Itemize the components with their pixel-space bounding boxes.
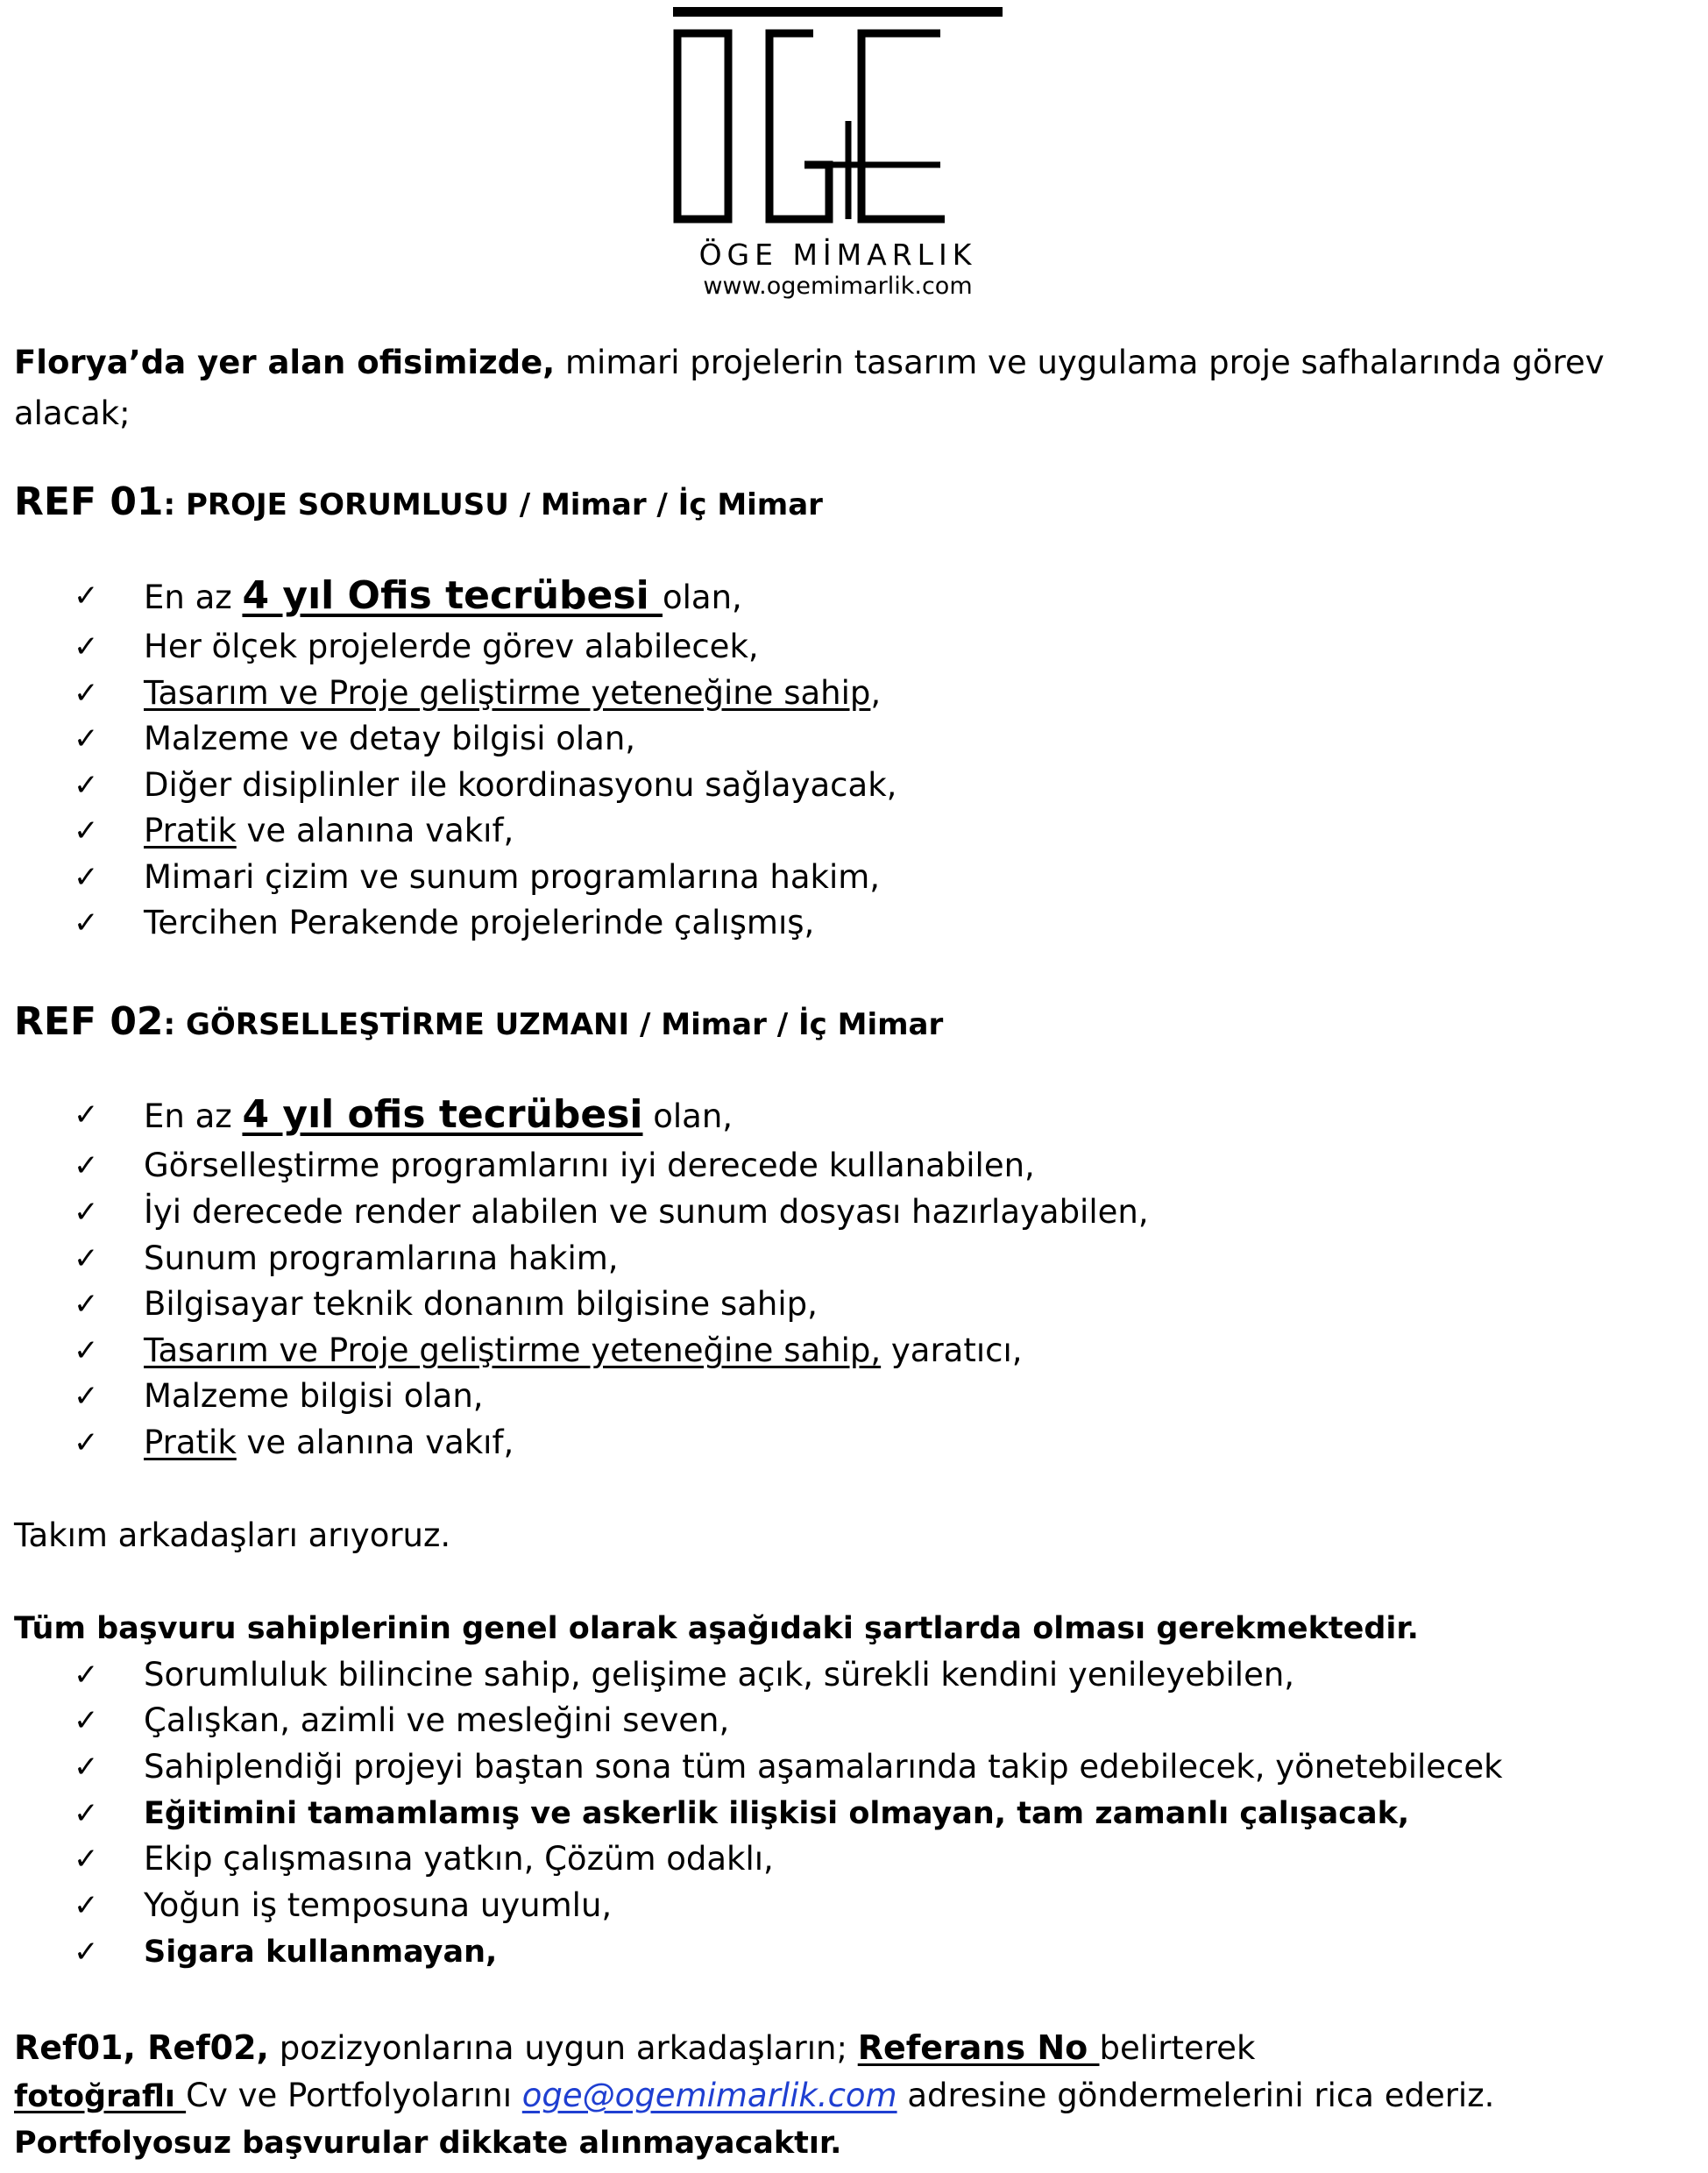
- item-text: Sorumluluk bilincine sahip, gelişime açık, sürekli kendini yenileyebilen,: [144, 1656, 1295, 1694]
- checkmark-icon: ✓: [74, 768, 99, 803]
- item-text: Sahiplendiği projeyi baştan sona tüm aşamalarında takip edebilecek, yönetebilecek: [144, 1748, 1503, 1786]
- item-text-bold: Sigara kullanmayan,: [144, 1935, 498, 1970]
- item-text: En az: [144, 1097, 243, 1135]
- checkmark-icon: ✓: [74, 905, 99, 941]
- closing-refs: Ref01, Ref02,: [14, 2028, 269, 2067]
- item-emphasis: 4 yıl ofis tecrübesi: [242, 1092, 643, 1137]
- general-heading: Tüm başvuru sahiplerinin genel olarak aşağıdaki şartlarda olması gerekmektedir.: [14, 1611, 1419, 1646]
- checkmark-icon: ✓: [74, 1379, 99, 1414]
- item-text: Diğer disiplinler ile koordinasyonu sağlayacak,: [144, 766, 897, 804]
- item-text: Her ölçek projelerde görev alabilecek,: [144, 628, 759, 665]
- item-text: ve alanına vakıf,: [236, 1424, 514, 1461]
- item-text-bold: Eğitimini tamamlamış ve askerlik ilişkisi olmayan, tam zamanlı çalışacak,: [144, 1796, 1410, 1831]
- checkmark-icon: ✓: [74, 721, 99, 756]
- item-text: Tercihen Perakende projelerinde çalışmış,: [144, 904, 815, 941]
- intro-rest: mimari projelerin tasarım ve uygulama proje safhalarında görev alacak;: [14, 344, 1605, 432]
- checkmark-icon: ✓: [74, 1935, 99, 1970]
- company-logo: [673, 7, 1003, 300]
- closing-text: belirterek: [1099, 2029, 1256, 2067]
- item-text: olan,: [662, 579, 742, 616]
- checkmark-icon: ✓: [74, 860, 99, 895]
- item-text: İyi derecede render alabilen ve sunum dosyası hazırlayabilen,: [144, 1193, 1149, 1231]
- item-text: Malzeme bilgisi olan,: [144, 1377, 484, 1415]
- closing-bold-end: Portfolyosuz başvurular dikkate alınmayacaktır.: [14, 2126, 842, 2161]
- team-line: Takım arkadaşları arıyoruz.: [14, 1516, 451, 1554]
- logo-company-name: ÖGE MİMARLIK: [698, 238, 977, 272]
- closing-refno: Referans No: [857, 2028, 1100, 2067]
- checkmark-icon: ✓: [74, 1750, 99, 1785]
- checkmark-icon: ✓: [74, 1658, 99, 1693]
- checkmark-icon: ✓: [74, 1796, 99, 1831]
- closing-text: adresine göndermelerini rica ederiz.: [897, 2077, 1495, 2114]
- item-underlined: Tasarım ve Proje geliştirme yeteneğine sahip,: [144, 1331, 882, 1369]
- item-text: yaratıcı,: [881, 1331, 1023, 1369]
- item-text: olan,: [642, 1097, 734, 1135]
- intro-paragraph: [14, 337, 1679, 439]
- item-text: Ekip çalışmasına yatkın, Çözüm odaklı,: [144, 1840, 774, 1878]
- closing-text: Cv ve Portfolyolarını: [186, 2077, 522, 2114]
- checkmark-icon: ✓: [74, 1148, 99, 1183]
- item-text: En az: [144, 579, 243, 616]
- item-text: ,: [870, 674, 882, 712]
- checkmark-icon: ✓: [74, 579, 99, 614]
- checkmark-icon: ✓: [74, 1842, 99, 1877]
- checkmark-icon: ✓: [74, 1888, 99, 1923]
- item-underlined: Pratik: [144, 1424, 237, 1461]
- oge-monogram-icon: [673, 7, 1003, 237]
- item-text: Çalışkan, azimli ve mesleğini seven,: [144, 1701, 730, 1739]
- item-text: Mimari çizim ve sunum programlarına hakim,: [144, 858, 881, 896]
- item-text: ve alanına vakıf,: [236, 812, 514, 849]
- checkmark-icon: ✓: [74, 1333, 99, 1368]
- closing-photo: fotoğraflı: [14, 2079, 187, 2114]
- item-underlined: Tasarım ve Proje geliştirme yeteneğine sahip: [144, 674, 871, 712]
- checkmark-icon: ✓: [74, 629, 99, 664]
- checkmark-icon: ✓: [74, 1703, 99, 1738]
- checkmark-icon: ✓: [74, 1241, 99, 1276]
- checkmark-icon: ✓: [74, 1097, 99, 1133]
- checkmark-icon: ✓: [74, 813, 99, 849]
- ref02-code: REF 02: [14, 999, 164, 1044]
- intro-bold: Florya’da yer alan ofisimizde,: [14, 344, 556, 381]
- item-text: Malzeme ve detay bilgisi olan,: [144, 720, 636, 757]
- email-link[interactable]: oge@ogemimarlik.com: [521, 2077, 897, 2114]
- checkmark-icon: ✓: [74, 1287, 99, 1322]
- closing-text: pozizyonlarına uygun arkadaşların;: [269, 2029, 858, 2067]
- ref01-code: REF 01: [14, 479, 164, 524]
- checkmark-icon: ✓: [74, 1195, 99, 1230]
- item-text: Sunum programlarına hakim,: [144, 1239, 619, 1277]
- ref02-title: : GÖRSELLEŞTİRME UZMANI / Mimar / İç Mimar: [163, 1007, 944, 1042]
- ref01-title: : PROJE SORUMLUSU / Mimar / İç Mimar: [163, 487, 823, 522]
- checkmark-icon: ✓: [74, 676, 99, 711]
- item-text: Yoğun iş temposuna uyumlu,: [144, 1886, 613, 1924]
- item-underlined: Pratik: [144, 812, 237, 849]
- item-emphasis: 4 yıl Ofis tecrübesi: [242, 573, 663, 618]
- closing-line-1: [14, 2026, 1255, 2070]
- item-text: Bilgisayar teknik donanım bilgisine sahip,: [144, 1285, 818, 1323]
- item-text: Görselleştirme programlarını iyi derecede kullanabilen,: [144, 1147, 1035, 1184]
- ref01-heading: [14, 480, 823, 527]
- closing-line-2: [14, 2073, 1688, 2166]
- ref02-heading: [14, 1000, 943, 1047]
- checkmark-icon: ✓: [74, 1425, 99, 1460]
- logo-website: www.ogemimarlik.com: [703, 273, 973, 300]
